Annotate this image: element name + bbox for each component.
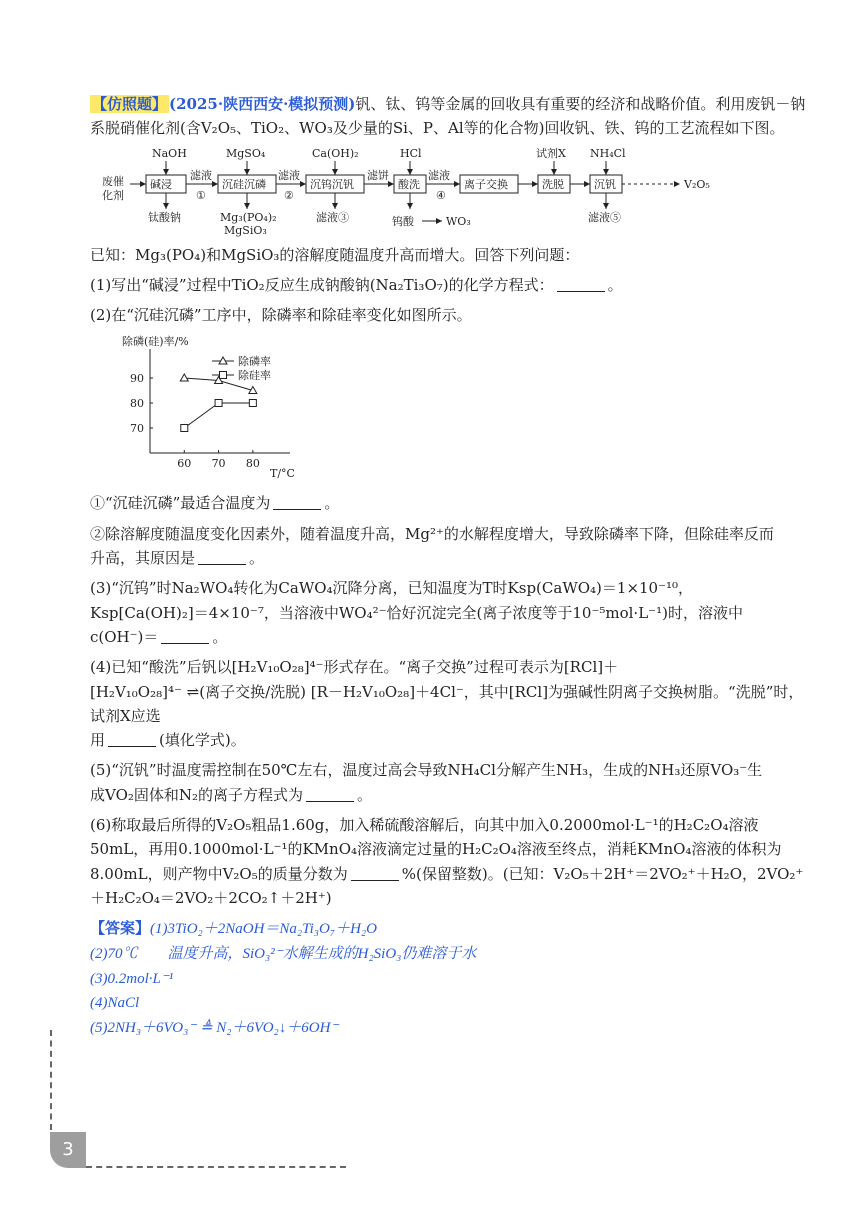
question-6-text-c: 8.00mL，则产物中V₂O₅的质量分数为 [90, 864, 348, 883]
question-2-2-text-b: 升高，其原因是 [90, 549, 196, 568]
side-dashed-line [50, 1030, 52, 1130]
output-filtrate-5: 滤液⑤ [588, 210, 621, 224]
output-mg3po42: Mg₃(PO₄)₂ [220, 210, 277, 224]
flow-svg [90, 147, 810, 237]
page-content [90, 92, 810, 1041]
reagent-naoh: NaOH [152, 146, 187, 160]
question-2-1: ①“沉硅沉磷”最适合温度为 。 [90, 494, 340, 513]
link-filtrate-4: 滤液 [428, 168, 450, 182]
box-acid-wash: 酸洗 [398, 177, 420, 191]
box-v-precip: 沉钒 [594, 177, 616, 191]
page-number: 3 [50, 1132, 86, 1168]
link-filtrate-2: 滤液 [278, 168, 300, 182]
question-4 [90, 655, 810, 752]
answer-blank[interactable] [161, 629, 209, 644]
intro-paragraph [90, 92, 810, 141]
x-tick-label: 70 [211, 457, 226, 471]
question-tag: 【仿照题】 [92, 95, 168, 113]
question-3: (3)“沉钨”时Na₂WO₄转化为CaWO₄沉降分离，已知温度为T时Ksp(CaWO₄)＝1×10⁻¹⁰， Ksp[Ca(OH)₂]＝4×10⁻⁷，当溶液中WO₄²⁻恰好沉淀完全(离子浓度等于10⁻⁵mol·L⁻¹)时，溶液中 c(OH⁻)＝ 。 [90, 579, 743, 646]
question-4-text-a: (4)已知“酸洗”后钒以[H₂V₁₀O₂₈]⁴⁻形式存在。“离子交换”过程可表示为[RCl]＋ [90, 658, 619, 677]
box-w-v-precip: 沉钨沉钒 [310, 177, 354, 191]
question-6-text-e: ＋H₂C₂O₄＝2VO₂＋2CO₂↑＋2H⁺) [90, 888, 332, 907]
question-6 [90, 813, 810, 910]
process-flow-diagram [90, 147, 810, 237]
answer-blank[interactable] [108, 732, 156, 747]
output-filtrate-3: 滤液③ [316, 210, 349, 224]
reagent-hcl: HCl [400, 146, 422, 160]
removal-rate-chart [120, 333, 310, 483]
question-3-text-c: c(OH⁻)＝ [90, 627, 159, 646]
answer-head: 【答案】 [90, 919, 151, 938]
question-5-text-b: 成VO₂固体和N₂的离子方程式为 [90, 785, 304, 804]
question-4-text-b: [H₂V₁₀O₂₈]⁴⁻ ⇌(离子交换/洗脱) [R－H₂V₁₀O₂₈]＋4Cl⁻，其中[RCl]为强碱性阴离子交换树脂。“洗脱”时，试剂X应选 [90, 682, 804, 725]
legend-marker-square [220, 372, 227, 379]
answer-blank[interactable] [306, 787, 354, 802]
answer-4: (4)NaCl [90, 995, 140, 1012]
x-tick-label: 60 [177, 457, 192, 471]
data-point-triangle [180, 374, 188, 381]
answer-blank[interactable] [557, 277, 605, 292]
chart-ylabel: 除磷(硅)率/% [122, 335, 189, 349]
link-num-1: ① [196, 188, 206, 202]
answer-3: (3)0.2mol·L⁻¹ [90, 970, 174, 987]
link-filter-cake: 滤饼 [367, 168, 389, 182]
answer-5: (5)2NH₃＋6VO₃⁻ ≜ N₂＋6VO₂↓＋6OH⁻ [90, 1020, 339, 1037]
question-5-text-a: (5)“沉钒”时温度需控制在50℃左右，温度过高会导致NH₄Cl分解产生NH₃，生成的NH₃还原VO₃⁻生 [90, 761, 763, 780]
known-info: 已知：Mg₃(PO₄)和MgSiO₃的溶解度随温度升高而增大。回答下列问题： [90, 245, 580, 264]
answer-1: (1)3TiO₂＋2NaOH＝Na₂Ti₃O₇＋H₂O [150, 921, 377, 938]
box-elution: 洗脱 [542, 177, 564, 191]
intro-text-1: 钒、钛、钨等金属的回收具有重要的经济和战略价值。利用废钒－钠 [355, 95, 806, 113]
question-6-text-d: %(保留整数)。(已知：V₂O₅＋2H⁺＝2VO₂⁺＋H₂O，2VO₂⁺ [401, 864, 804, 883]
reagent-caoh2: Ca(OH)₂ [312, 146, 359, 160]
question-2: (2)在“沉硅沉磷”工序中，除磷率和除硅率变化如图所示。 [90, 306, 472, 325]
question-2-2: ②除溶解度随温度变化因素外，随着温度升高，Mg²⁺的水解程度增大，导致除磷率下降，但除硅率反而 升高，其原因是 。 [90, 524, 774, 568]
reagent-nh4cl: NH₄Cl [590, 146, 626, 160]
box-si-p-precip: 沉硅沉磷 [222, 177, 266, 191]
question-3-text-a: (3)“沉钨”时Na₂WO₄转化为CaWO₄沉降分离，已知温度为T时Ksp(CaWO₄)＝1×10⁻¹⁰， [90, 579, 694, 598]
data-point-square [249, 400, 256, 407]
answer-line-1 [90, 916, 810, 942]
answer-2: (2)70℃ 温度升高，SiO₃²⁻水解生成的H₂SiO₃仍难溶于水 [90, 945, 477, 962]
question-1: (1)写出“碱浸”过程中TiO₂反应生成钠酸钠(Na₂Ti₃O₇)的化学方程式： 。 [90, 275, 623, 294]
link-filtrate-1: 滤液 [190, 168, 212, 182]
output-wo3: WO₃ [446, 214, 471, 228]
output-tungstic-acid: 钨酸 [392, 214, 414, 228]
answer-blank[interactable] [351, 866, 399, 881]
intro-text-2: 系脱硝催化剂(含V₂O₅、TiO₂、WO₃及少量的Si、P、Al等的化合物)回收钒、铁、钨的工艺流程如下图。 [90, 119, 785, 138]
link-num-4: ④ [436, 188, 446, 202]
chart-xlabel: T/°C [270, 467, 295, 481]
question-4-text-d: (填化学式)。 [159, 731, 246, 750]
answer-blank[interactable] [273, 495, 321, 510]
flow-end-v2o5: V₂O₅ [684, 177, 710, 191]
y-tick-label: 70 [130, 422, 144, 436]
y-tick-label: 90 [130, 372, 144, 386]
link-num-2: ② [284, 188, 294, 202]
question-3-text-b: Ksp[Ca(OH)₂]＝4×10⁻⁷，当溶液中WO₄²⁻恰好沉淀完全(离子浓度等于10⁻⁵mol·L⁻¹)时，溶液中 [90, 603, 743, 622]
question-2-1-text: ①“沉硅沉磷”最适合温度为 [90, 494, 271, 513]
output-titanate: 钛酸钠 [148, 210, 181, 224]
data-point-square [181, 425, 188, 432]
output-mgsio3: MgSiO₃ [224, 223, 267, 237]
question-1-text: (1)写出“碱浸”过程中TiO₂反应生成钠酸钠(Na₂Ti₃O₇)的化学方程式： [90, 275, 554, 294]
question-6-text-b: 50mL，再用0.1000mol·L⁻¹的KMnO₄溶液滴定过量的H₂C₂O₄溶液至终点，消耗KMnO₄溶液的体积为 [90, 840, 782, 859]
answer-section [90, 916, 810, 1041]
reagent-mgso4: MgSO₄ [226, 146, 266, 160]
footer-dashed-line [86, 1166, 346, 1168]
question-2-2-text-a: ②除溶解度随温度变化因素外，随着温度升高，Mg²⁺的水解程度增大，导致除磷率下降，但除硅率反而 [90, 524, 774, 543]
box-alkali-leach: 碱浸 [150, 177, 172, 191]
legend-label: 除磷率 [238, 355, 271, 369]
question-source: (2025·陕西西安·模拟预测) [169, 95, 356, 113]
flow-start-1: 废催 [102, 174, 124, 188]
reagent-x: 试剂X [536, 146, 566, 160]
y-tick-label: 80 [130, 397, 144, 411]
answer-blank[interactable] [198, 550, 246, 565]
data-point-square [215, 400, 222, 407]
question-5: (5)“沉钒”时温度需控制在50℃左右，温度过高会导致NH₄Cl分解产生NH₃，生成的NH₃还原VO₃⁻生 成VO₂固体和N₂的离子方程式为 。 [90, 761, 763, 804]
chart-svg [120, 333, 310, 483]
box-ion-exchange: 离子交换 [464, 177, 508, 191]
flow-start-2: 化剂 [102, 188, 124, 202]
question-6-text-a: (6)称取最后所得的V₂O₅粗品1.60g，加入稀硫酸溶解后，向其中加入0.2000mol·L⁻¹的H₂C₂O₄溶液 [90, 816, 759, 835]
question-4-text-c: 用 [90, 731, 106, 750]
legend-label: 除硅率 [238, 369, 271, 383]
x-tick-label: 80 [245, 457, 260, 471]
